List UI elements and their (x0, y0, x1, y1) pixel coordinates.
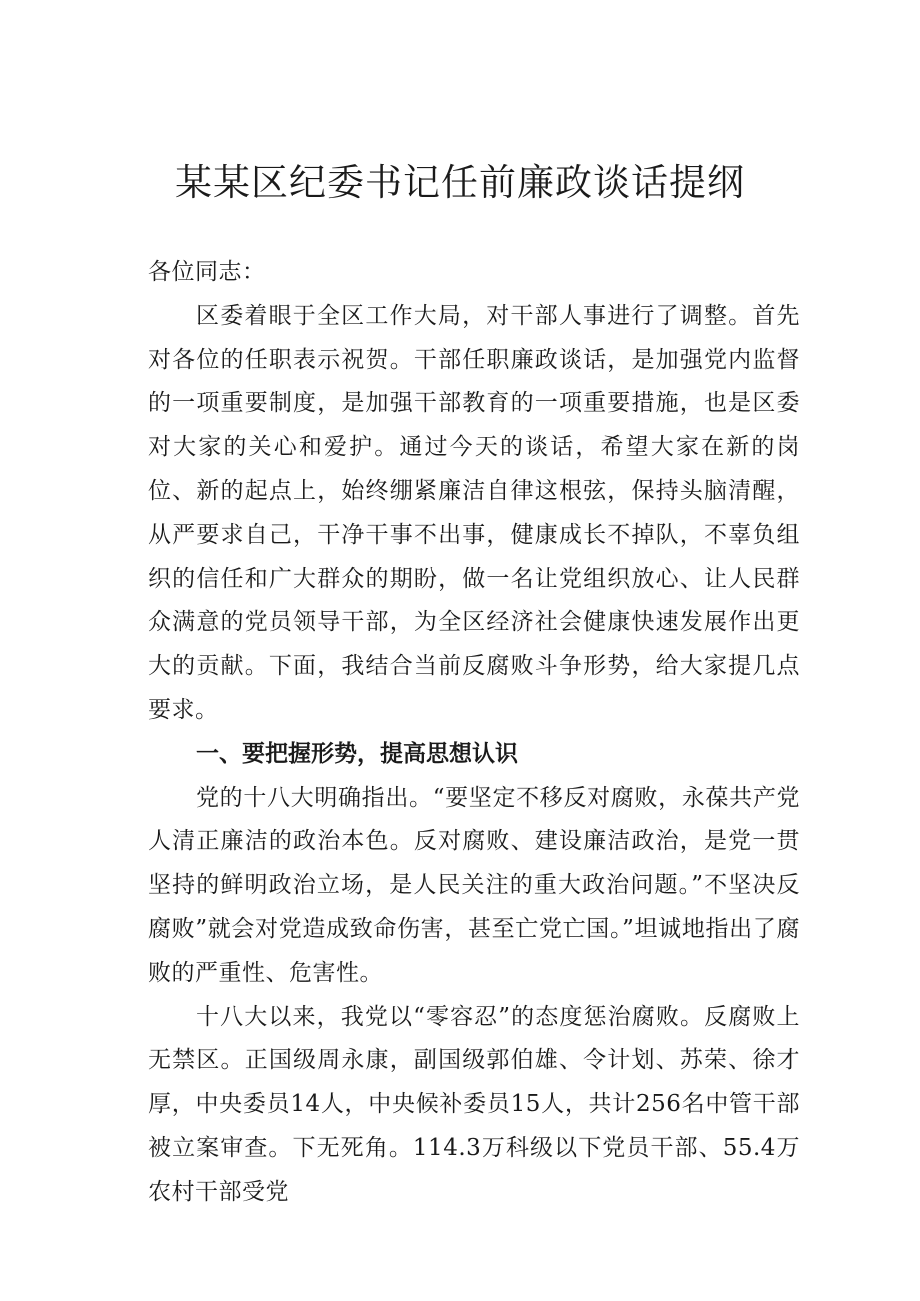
document-title: 某某区纪委书记任前廉政谈话提纲 (175, 161, 745, 204)
document-body (148, 251, 800, 1215)
salutation: 各位同志： (148, 259, 266, 285)
paragraph-intro: 区委着眼于全区工作大局，对干部人事进行了调整。首先对各位的任职表示祝贺。干部任职廉政谈话，是加强党内监督的一项重要制度，是加强干部教育的一项重要措施，也是区委对大家的关心和爱护。通过今天的谈话，希望大家在新的岗位、新的起点上，始终绷紧廉洁自律这根弦，保持头脑清醒，从严要求自己，干净干事不出事，健康成长不掉队，不辜负组织的信任和广大群众的期盼，做一名让党组织放心、让人民群众满意的党员领导干部，为全区经济社会健康快速发展作出更大的贡献。下面，我结合当前反腐败斗争形势，给大家提几点要求。 (148, 302, 800, 723)
paragraph-party-congress: 党的十八大明确指出。“要坚定不移反对腐败，永葆共产党人清正廉洁的政治本色。反对腐败、建设廉洁政治，是党一贯坚持的鲜明政治立场，是人民关注的重大政治问题。”不坚决反腐败”就会对党造成致命伤害，甚至亡党亡国。”坦诚地指出了腐败的严重性、危害性。 (148, 784, 800, 986)
paragraph-anticorruption: 十八大以来，我党以“零容忍”的态度惩治腐败。反腐败上无禁区。正国级周永康，副国级郭伯雄、令计划、苏荣、徐才厚，中央委员14人，中央候补委员15人，共计256名中管干部被立案审查。下无死角。114.3万科级以下党员干部、55.4万农村干部受党 (148, 1003, 800, 1205)
section-heading-1: 一、要把握形势，提高思想认识 (196, 740, 518, 767)
